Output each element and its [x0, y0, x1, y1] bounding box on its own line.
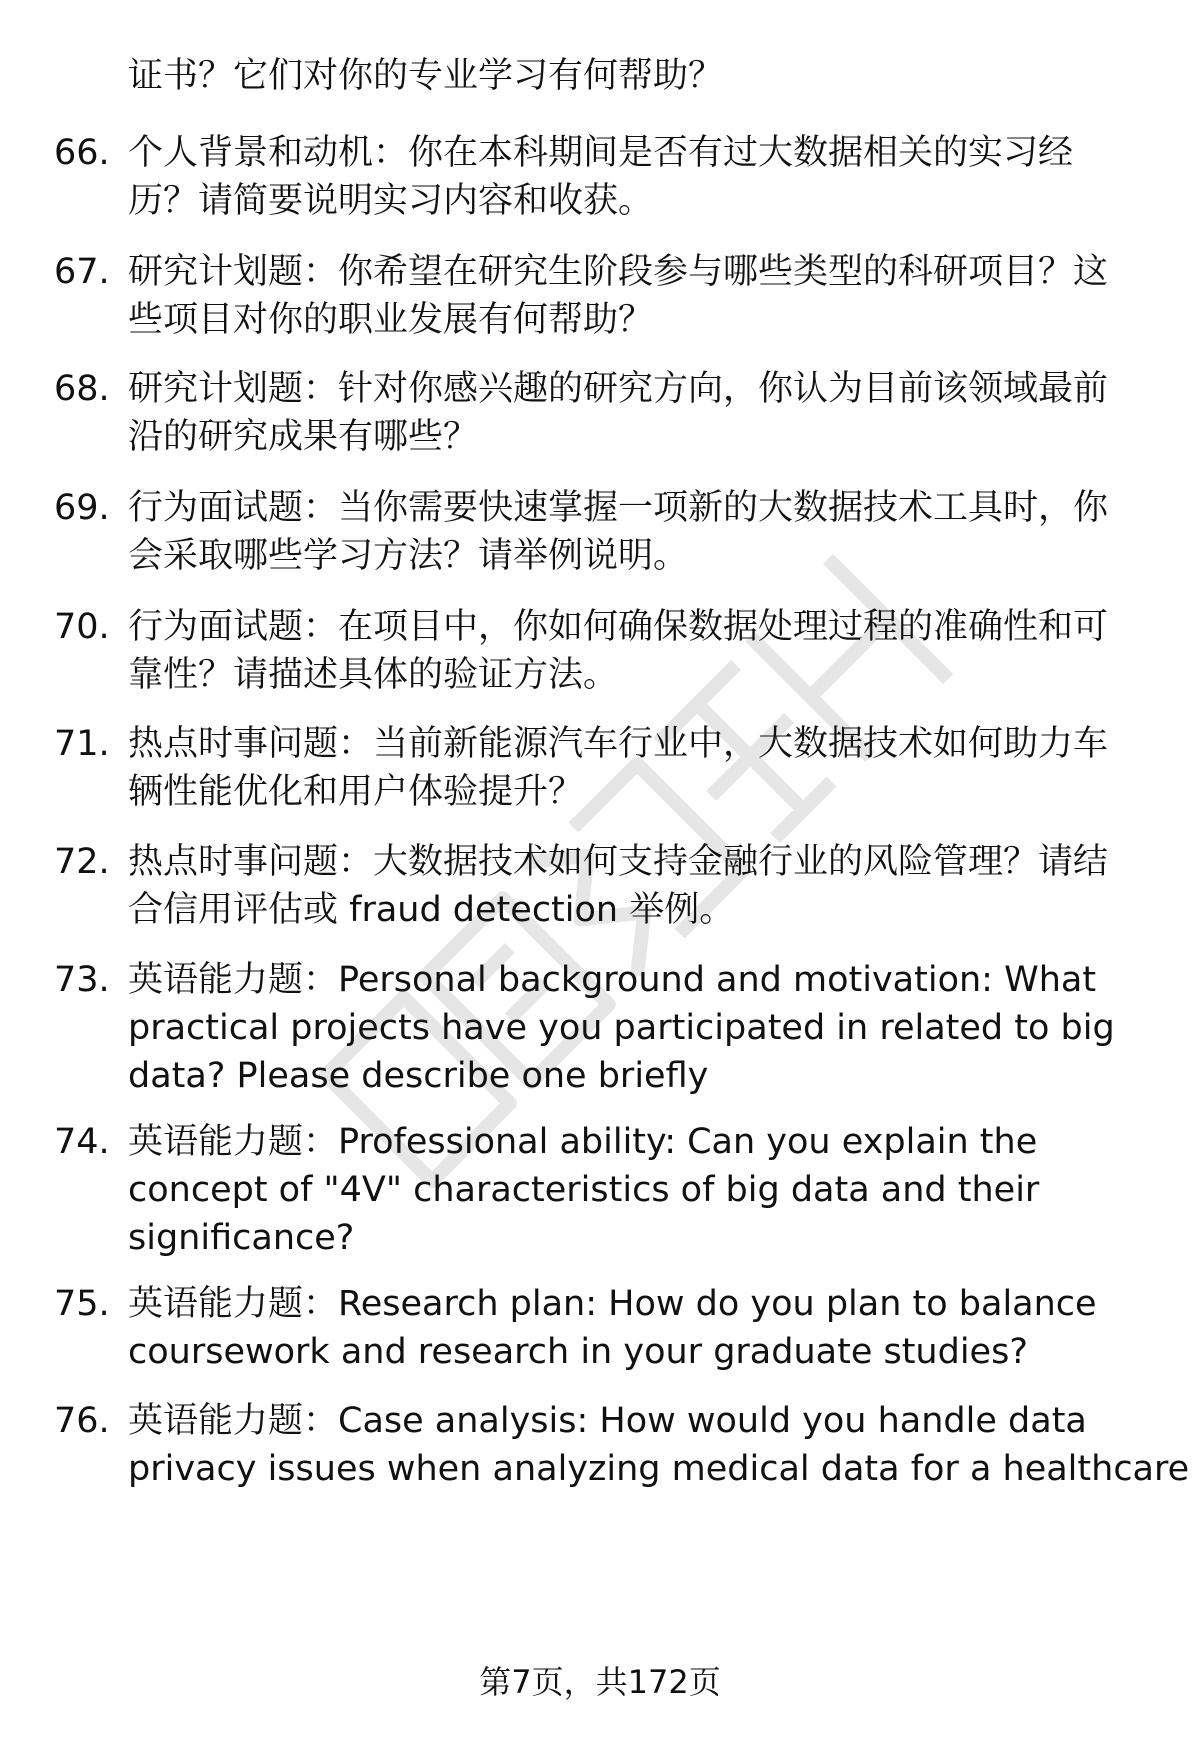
question-number: 75.: [54, 1284, 110, 1324]
question-text-line: 靠性？请描述具体的验证方法。: [128, 655, 619, 695]
question-text-line: 历？请简要说明实习内容和收获。: [128, 181, 654, 221]
question-text-line: 英语能力题：Research plan: How do you plan to balance: [128, 1284, 1097, 1324]
question-number: 76.: [54, 1401, 110, 1441]
question-text-line: concept of "4V" characteristics of big data and their: [128, 1170, 1040, 1210]
question-text-line: 研究计划题：你希望在研究生阶段参与哪些类型的科研项目？这: [128, 252, 1109, 292]
question-text-line: 研究计划题：针对你感兴趣的研究方向，你认为目前该领域最前: [128, 369, 1109, 409]
question-text-line: 些项目对你的职业发展有何帮助？: [128, 300, 654, 340]
question-number: 72.: [54, 842, 110, 882]
question-text-line: 英语能力题：Case analysis: How would you handle data: [128, 1401, 1087, 1441]
question-number: 69.: [54, 488, 110, 528]
question-text-line: practical projects have you participated in related to big: [128, 1008, 1115, 1048]
continuation-line: 证书？它们对你的专业学习有何帮助？: [128, 56, 724, 96]
question-text-line: significance?: [128, 1218, 355, 1258]
question-number: 70.: [54, 607, 110, 647]
question-number: 73.: [54, 960, 110, 1000]
question-number: 67.: [54, 252, 110, 292]
question-number: 71.: [54, 724, 110, 764]
question-text-line: coursework and research in your graduate studies?: [128, 1332, 1028, 1372]
question-text-line: 沿的研究成果有哪些？: [128, 417, 479, 457]
question-text-line: 行为面试题：当你需要快速掌握一项新的大数据技术工具时，你: [128, 488, 1109, 528]
page-footer: 第7页，共172页: [479, 1663, 721, 1701]
question-text-line: 英语能力题：Personal background and motivation: What: [128, 960, 1097, 1000]
question-text-line: 个人背景和动机：你在本科期间是否有过大数据相关的实习经: [128, 133, 1074, 173]
question-text-line: 辆性能优化和用户体验提升？: [128, 772, 584, 812]
question-text-line: 热点时事问题：大数据技术如何支持金融行业的风险管理？请结: [128, 842, 1109, 882]
question-text-line: 合信用评估或 fraud detection 举例。: [128, 890, 735, 930]
question-number: 74.: [54, 1122, 110, 1162]
question-text-line: 会采取哪些学习方法？请举例说明。: [128, 536, 689, 576]
question-number: 68.: [54, 369, 110, 409]
question-text-line: 英语能力题：Professional ability: Can you explain the: [128, 1122, 1038, 1162]
question-number: 66.: [54, 133, 110, 173]
question-text-line: 热点时事问题：当前新能源汽车行业中，大数据技术如何助力车: [128, 724, 1109, 764]
question-text-line: 行为面试题：在项目中，你如何确保数据处理过程的准确性和可: [128, 607, 1109, 647]
question-text-line: data? Please describe one briefly: [128, 1056, 709, 1096]
question-text-line: privacy issues when analyzing medical data for a healthcare: [128, 1449, 1190, 1489]
